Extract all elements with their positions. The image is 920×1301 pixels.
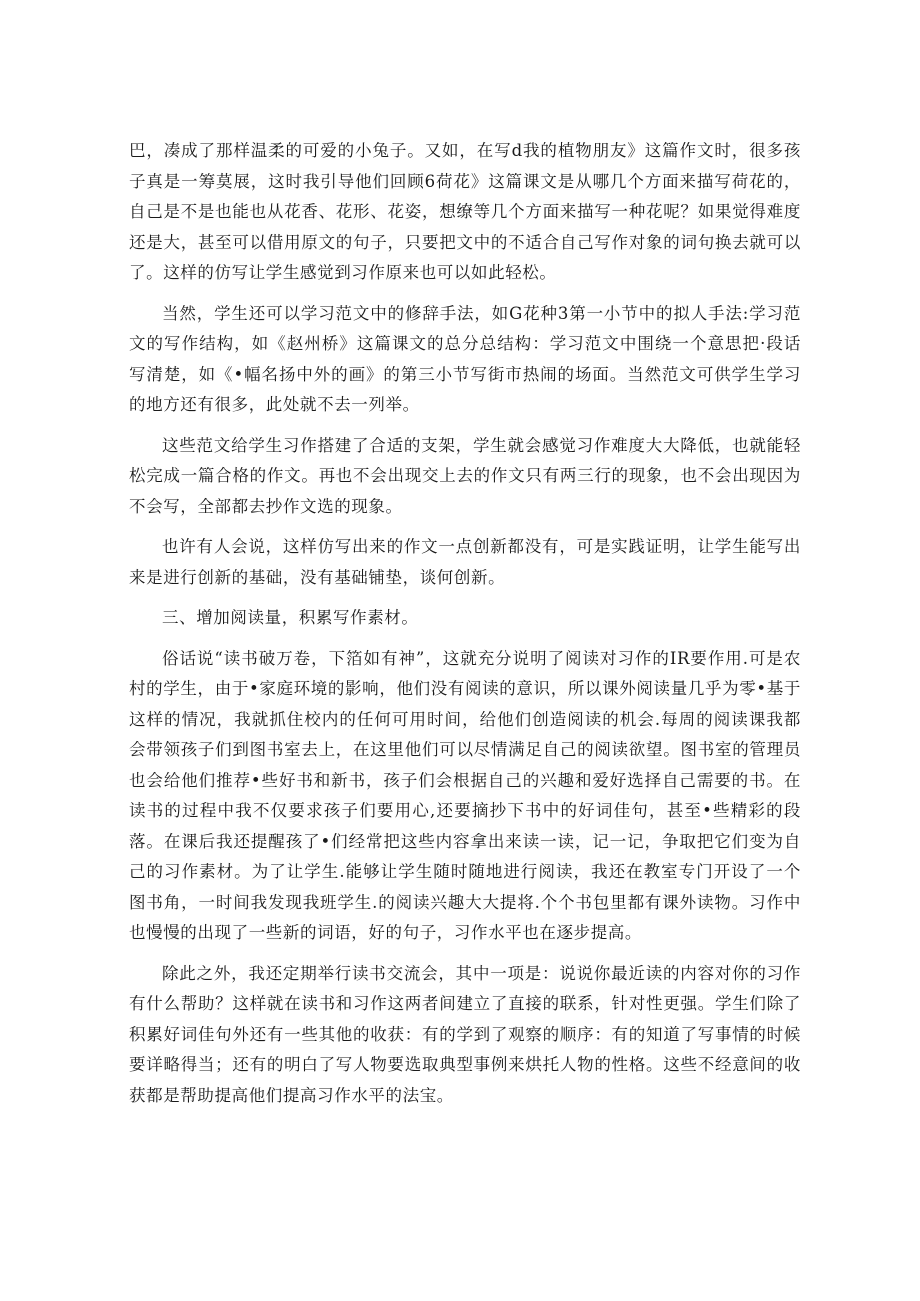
paragraph-6: 除此之外，我还定期举行读书交流会，其中一项是：说说你最近读的内容对你的习作有什么帮助？这样就在读书和习作这两者间建立了直接的联系，针对性更强。学生们除了积累好词佳句外还有一些其他的收获：有的学到了观察的顺序：有的知道了写事情的时候要详略得当；还有的明白了写人物要选取典型事例来烘托人物的性格。这些不经意间的收获都是帮助提高他们提高习作水平的法宝。 (129, 963, 801, 1105)
paragraph-5: 俗话说“读书破万卷，下箔如有神”，这就充分说明了阅读对习作的IR要作用.可是农村的学生，由于•家庭环境的影响，他们没有阅读的意识，所以课外阅读量几乎为零•基于这样的情况，我就抓住校内的任何可用时间，给他们创造阅读的机会.每周的阅读课我都会带领孩子们到图书室去上，在这里他们可以尽情满足自己的阅读欲望。图书室的管理员也会给他们推荐•些好书和新书，孩子们会根据自己的兴趣和爱好选择自己需要的书。在读书的过程中我不仅要求孩子们要用心,还要摘抄下书中的好词佳句，甚至•些精彩的段落。在课后我还提醒孩了•们经常把这些内容拿出来读一读，记一记，争取把它们变为自己的习作素材。为了让学生.能够让学生随时随地进行阅读，我还在教室专门开设了一个图书角，一时间我发现我班学生.的阅读兴趣大大提将.个个书包里都有课外读物。习作中也慢慢的出现了一些新的词语，好的句子，习作水平也在逐步提高。 (129, 648, 801, 942)
document-body (129, 136, 801, 1121)
paragraph-2: 当然，学生还可以学习范文中的修辞手法，如G花种3第一小节中的拟人手法:学习范文的写作结构，如《赵州桥》这篇课文的总分总结构：学习范文中围绕一个意思把·段话写清楚，如《•幅名扬中外的画》的第三小节写街市热闹的场面。当然范文可供学生学习的地方还有很多，此处就不去一列举。 (129, 303, 801, 414)
paragraph-4: 也许有人会说，这样仿写出来的作文一点创新都没有，可是实践证明，让学生能写出来是进行创新的基础，没有基础铺垫，谈何创新。 (129, 537, 801, 587)
paragraph-1: 巴，凑成了那样温柔的可爱的小兔子。又如，在写d我的植物朋友》这篇作文时，很多孩子真是一筹莫展，这时我引导他们回顾6荷花》这篇课文是从哪几个方面来描写荷花的，自己是不是也能也从花香、花形、花姿，想缭等几个方面来描写一种花呢？如果觉得难度还是大，甚至可以借用原文的句子，只要把文中的不适合自己写作对象的词句换去就可以了。这样的仿写让学生感觉到习作原来也可以如此轻松。 (129, 141, 801, 282)
paragraph-3: 这些范文给学生习作搭建了合适的支架，学生就会感觉习作难度大大降低，也就能轻松完成一篇合格的作文。再也不会出现交上去的作文只有两三行的现象，也不会出现因为不会写，全部都去抄作文选的现象。 (129, 435, 801, 516)
section-heading: 三、增加阅读量，积累写作素材。 (162, 608, 419, 627)
